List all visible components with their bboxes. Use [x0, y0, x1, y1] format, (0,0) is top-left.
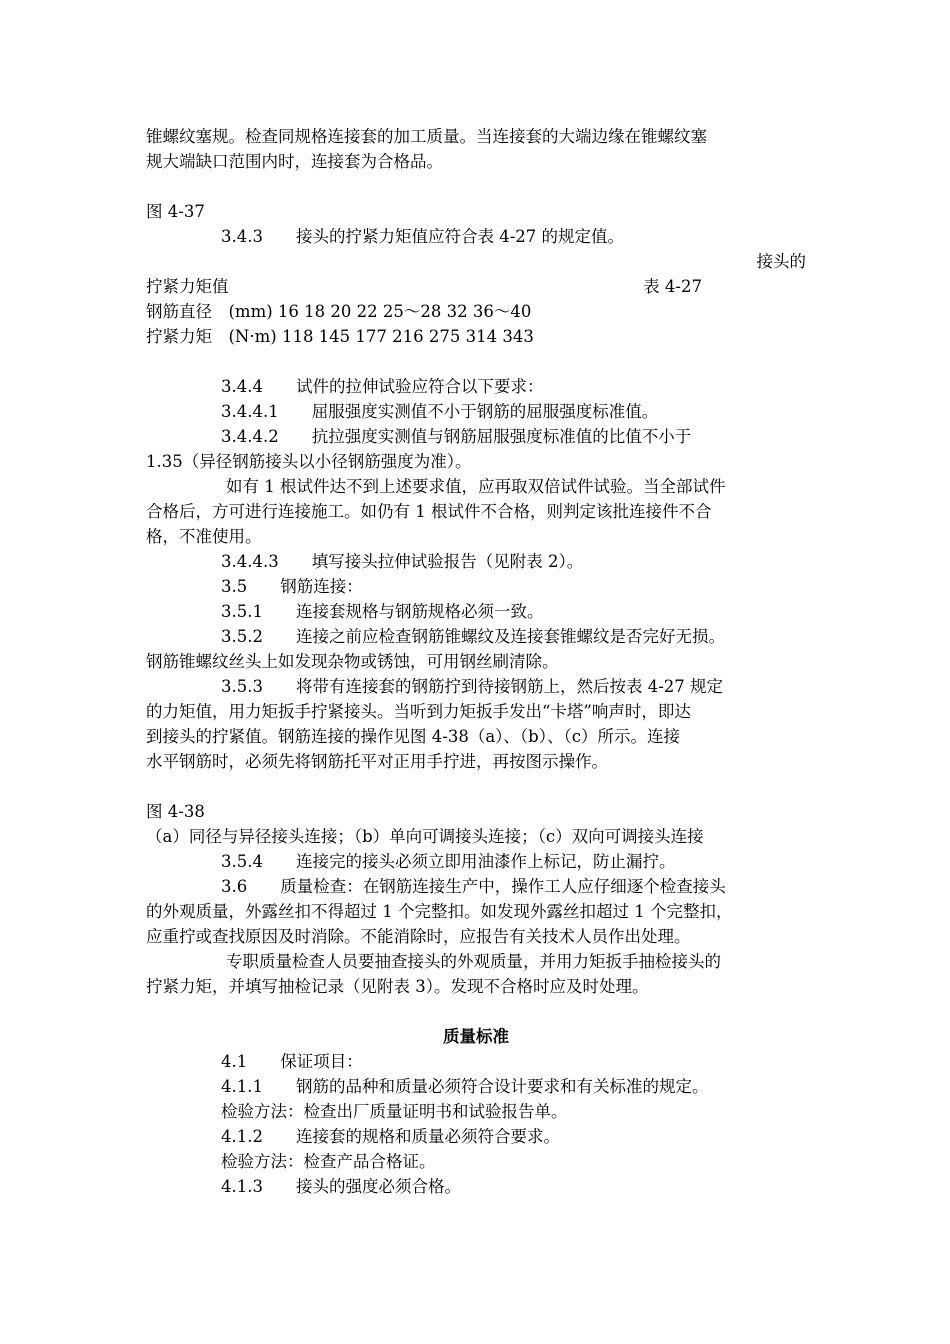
section-4-1-1: 4.1.1 钢筋的品种和质量必须符合设计要求和有关标准的规定。	[221, 1077, 709, 1096]
text-line: 到接头的拧紧值。钢筋连接的操作见图 4-38（a）、（b）、（c）所示。连接	[146, 727, 680, 746]
section-3-5-3: 3.5.3 将带有连接套的钢筋拧到待接钢筋上，然后按表 4-27 规定	[221, 677, 724, 696]
text-line: 拧紧力矩，并填写抽检记录（见附表 3）。发现不合格时应及时处理。	[146, 977, 649, 996]
section-4-1: 4.1 保证项目：	[221, 1052, 363, 1071]
section-3-4-4: 3.4.4 试件的拉伸试验应符合以下要求：	[221, 377, 544, 396]
table-title-row	[146, 274, 806, 299]
section-3-5: 3.5 钢筋连接：	[221, 577, 363, 596]
text-line: 合格后，方可进行连接施工。如仍有 1 根试件不合格，则判定该批连接件不合	[146, 502, 712, 521]
inspection-method: 检验方法：检查产品合格证。	[221, 1152, 436, 1171]
table-row: 拧紧力矩 (N·m) 118 145 177 216 275 314 343	[146, 327, 534, 346]
text-line: 水平钢筋时，必须先将钢筋托平对正用手拧进，再按图示操作。	[146, 752, 608, 771]
text-line: 锥螺纹塞规。检查同规格连接套的加工质量。当连接套的大端边缘在锥螺纹塞	[146, 127, 707, 146]
section-3-4-3: 3.4.3 接头的拧紧力矩值应符合表 4-27 的规定值。	[221, 227, 625, 246]
table-row: 钢筋直径 (mm) 16 18 20 22 25～28 32 36～40	[146, 302, 532, 321]
document-page	[146, 124, 806, 1199]
section-4-1-3: 4.1.3 接头的强度必须合格。	[221, 1177, 461, 1196]
text-line: 的外观质量，外露丝扣不得超过 1 个完整扣。如发现外露丝扣超过 1 个完整扣，	[146, 902, 733, 921]
text-line: 格，不准使用。	[146, 527, 262, 546]
table-number: 表 4-27	[643, 277, 702, 296]
section-3-4-4-1: 3.4.4.1 屈服强度实测值不小于钢筋的屈服强度标准值。	[221, 402, 659, 421]
figure-caption: （a）同径与异径接头连接；（b）单向可调接头连接；（c）双向可调接头连接	[146, 827, 704, 846]
section-3-5-4: 3.5.4 连接完的接头必须立即用油漆作上标记，防止漏拧。	[221, 852, 676, 871]
inspection-method: 检验方法：检查出厂质量证明书和试验报告单。	[221, 1102, 568, 1121]
figure-label: 图 4-38	[146, 802, 205, 821]
section-3-6: 3.6 质量检查：在钢筋连接生产中，操作工人应仔细逐个检查接头	[221, 877, 726, 896]
text-line: 规大端缺口范围内时，连接套为合格品。	[146, 152, 443, 171]
text-line: 应重拧或查找原因及时消除。不能消除时，应报告有关技术人员作出处理。	[146, 927, 691, 946]
section-heading: 质量标准	[443, 1027, 509, 1046]
section-3-4-4-3: 3.4.4.3 填写接头拉伸试验报告（见附表 2）。	[221, 552, 584, 571]
text-line: 如有 1 根试件达不到上述要求值，应再取双倍试件试验。当全部试件	[226, 477, 726, 496]
text-line: 1.35（异径钢筋接头以小径钢筋强度为准）。	[146, 452, 472, 471]
text-line: 专职质量检查人员要抽查接头的外观质量，并用力矩扳手抽检接头的	[226, 952, 721, 971]
table-title-left: 拧紧力矩值	[146, 277, 229, 296]
section-3-5-2: 3.5.2 连接之前应检查钢筋锥螺纹及连接套锥螺纹是否完好无损。	[221, 627, 725, 646]
section-4-1-2: 4.1.2 连接套的规格和质量必须符合要求。	[221, 1127, 560, 1146]
text-line: 钢筋锥螺纹丝头上如发现杂物或锈蚀，可用钢丝刷清除。	[146, 652, 559, 671]
figure-label: 图 4-37	[146, 202, 205, 221]
table-title-right: 接头的	[756, 252, 806, 271]
section-3-4-4-2: 3.4.4.2 抗拉强度实测值与钢筋屈服强度标准值的比值不小于	[221, 427, 692, 446]
text-line: 的力矩值，用力矩扳手拧紧接头。当听到力矩扳手发出“卡塔”响声时，即达	[146, 702, 691, 721]
section-3-5-1: 3.5.1 连接套规格与钢筋规格必须一致。	[221, 602, 544, 621]
